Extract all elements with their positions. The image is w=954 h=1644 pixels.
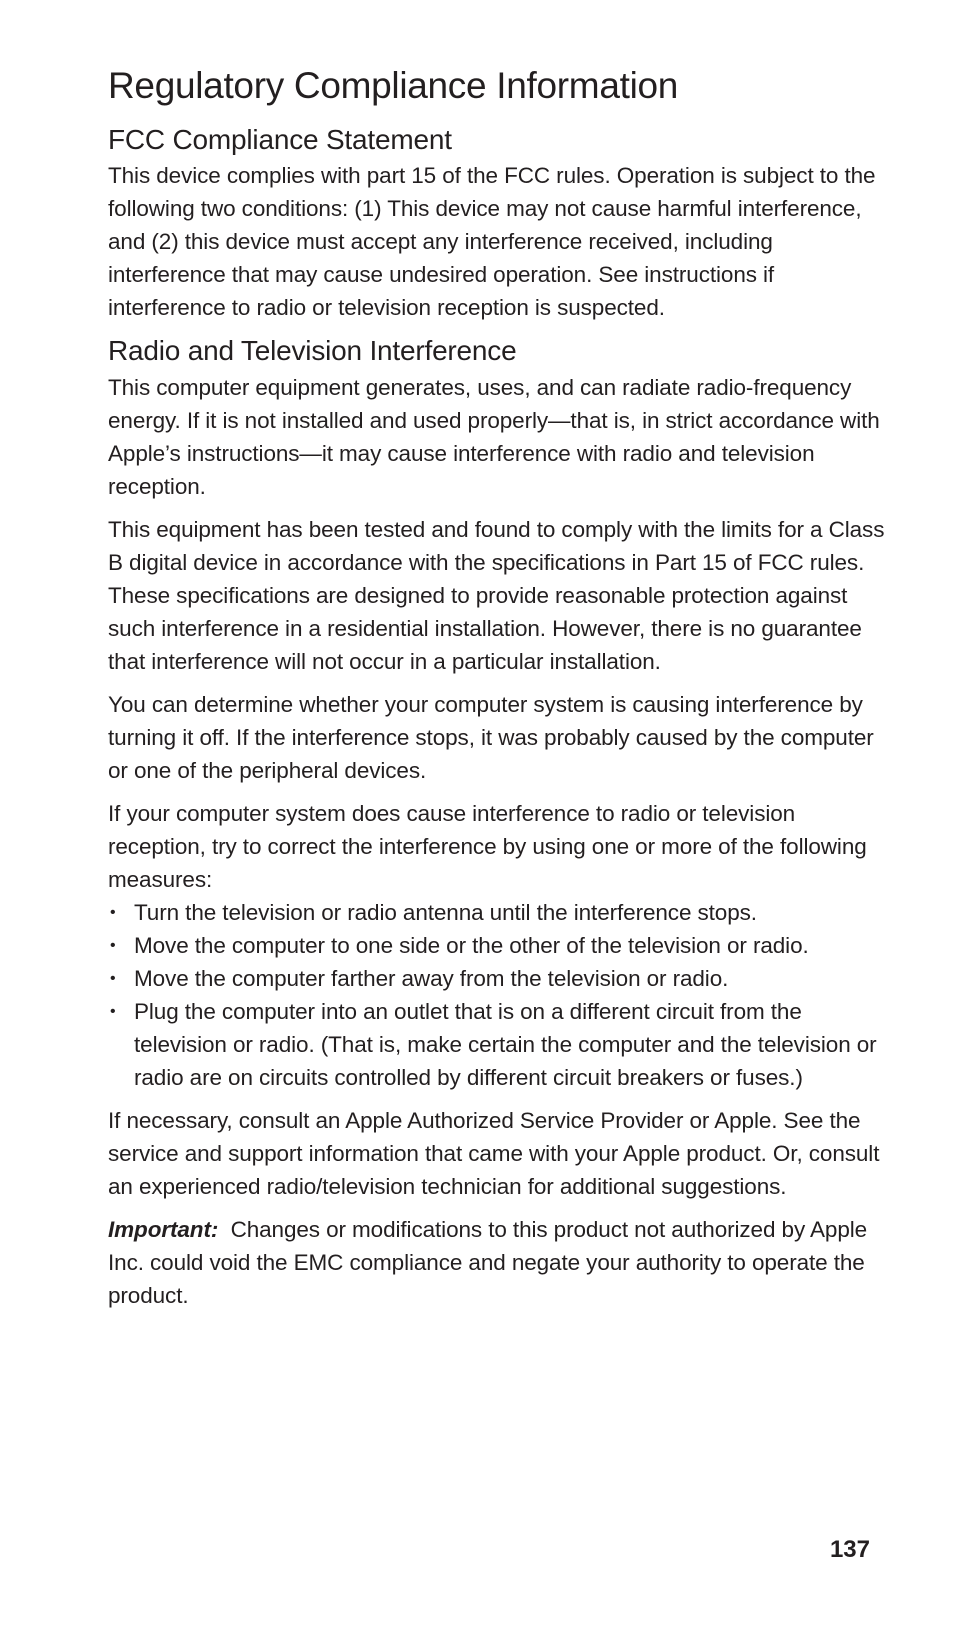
- radio-tv-paragraph-2: This equipment has been tested and found to comply with the limits for a Class B digital device in accordance with the specifications in Part 15 of FCC rules. These specifications are designed to provide reasonable protection against such interference in a residential installation. However, there is no guarantee that interference will not occur in a particular installation.: [108, 517, 885, 675]
- fcc-body: This device complies with part 15 of the FCC rules. Operation is subject to the following two conditions: (1) This device may not cause harmful interference, and (2) this device must accept any interference received, including interference that may cause undesired operation. See instructions if interference to radio or television reception is suspected.: [108, 163, 876, 321]
- bullet-icon: •: [110, 904, 116, 922]
- list-item: [108, 995, 888, 1094]
- radio-tv-paragraph-1: This computer equipment generates, uses, and can radiate radio-frequency energy. If it is not installed and used properly—that is, in strict accordance with Apple’s instructions—it may cause interference with radio and television reception.: [108, 375, 880, 500]
- list-item: [108, 962, 888, 995]
- page-number: 137: [829, 1536, 870, 1563]
- measures-list: [108, 896, 888, 1094]
- document-page: [108, 66, 888, 1324]
- list-item: [108, 896, 888, 929]
- bullet-icon: •: [110, 970, 116, 988]
- radio-tv-heading: Radio and Television Interference: [108, 335, 517, 367]
- radio-tv-paragraph-4: If your computer system does cause interference to radio or television reception, try to correct the interference by using one or more of the following measures:: [108, 801, 867, 893]
- radio-tv-paragraph-3: You can determine whether your computer system is causing interference by turning it off. If the interference stops, it was probably caused by the computer or one of the peripheral devices.: [108, 692, 874, 784]
- list-item-text: Move the computer farther away from the television or radio.: [134, 966, 729, 992]
- closing-paragraph: If necessary, consult an Apple Authorized Service Provider or Apple. See the service and support information that came with your Apple product. Or, consult an experienced radio/television technician for additional suggestions.: [108, 1108, 880, 1200]
- important-note: [108, 1213, 888, 1312]
- fcc-section: [108, 125, 888, 325]
- list-item-text: Plug the computer into an outlet that is on a different circuit from the television or radio. (That is, make certain the computer and the television or radio are on circuits controlled by different circuit breakers or fuses.): [134, 999, 877, 1091]
- radio-tv-section: [108, 336, 888, 1312]
- important-label: Important:: [108, 1217, 219, 1243]
- list-item-text: Turn the television or radio antenna until the interference stops.: [134, 900, 757, 926]
- list-item-text: Move the computer to one side or the other of the television or radio.: [134, 933, 809, 959]
- bullet-icon: •: [110, 1003, 116, 1021]
- bullet-icon: •: [110, 937, 116, 955]
- page-title: Regulatory Compliance Information: [108, 65, 679, 106]
- fcc-heading: FCC Compliance Statement: [108, 123, 452, 155]
- list-item: [108, 929, 888, 962]
- important-text: Changes or modifications to this product not authorized by Apple Inc. could void the EMC compliance and negate your authority to operate the product.: [108, 1217, 868, 1309]
